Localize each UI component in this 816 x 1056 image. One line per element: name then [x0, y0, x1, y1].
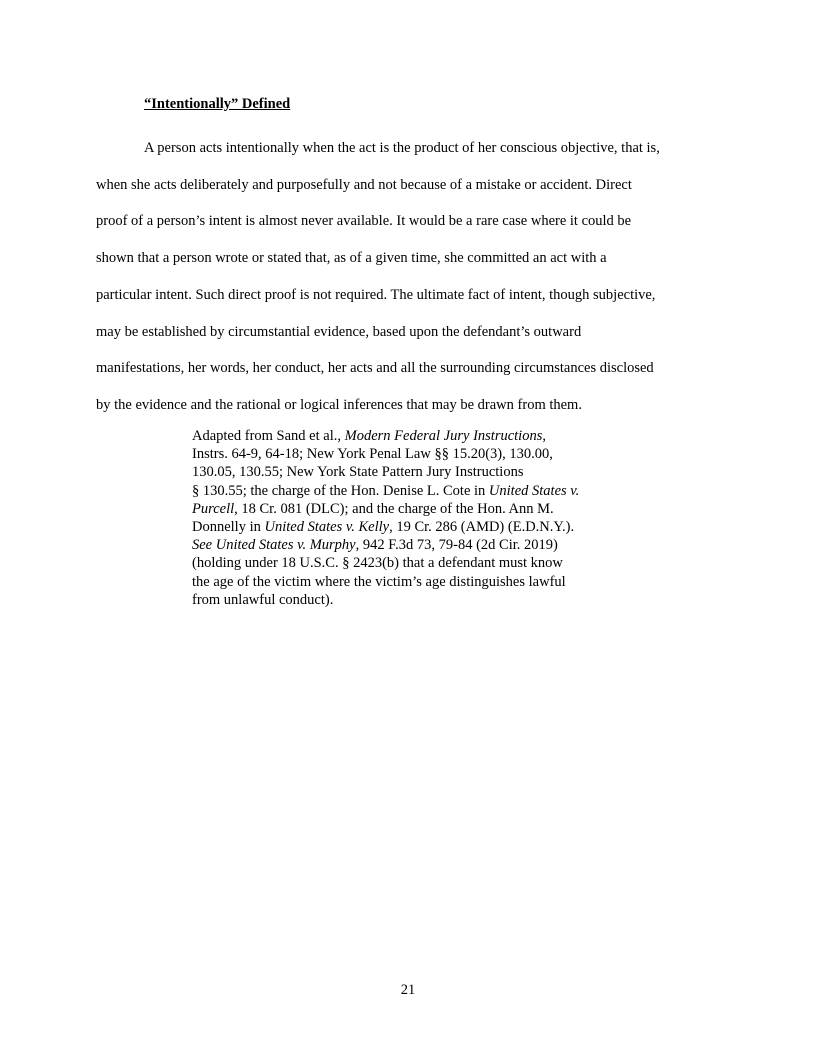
citation-text: , 19 Cr. 286 (AMD) (E.D.N.Y.). — [389, 519, 575, 536]
paragraph-line: by the evidence and the rational or logical inferences that may be drawn from them. — [96, 396, 582, 413]
citation-italic: Purcell — [192, 500, 235, 517]
paragraph-line-text: A person acts intentionally when the act is the product of her conscious objective, that is, — [144, 140, 660, 156]
page-number: 21 — [400, 982, 416, 998]
citation-line — [192, 536, 632, 554]
citation-line — [192, 482, 632, 500]
citation-italic: United States v. Kelly — [264, 519, 390, 536]
citation-italic: United States v. — [488, 482, 580, 499]
paragraph-line: proof of a person’s intent is almost never available. It would be a rare case where it could be — [96, 213, 632, 230]
citation-text: Adapted from Sand et al., — [192, 428, 345, 444]
citation-text: Donnelly in — [192, 519, 265, 536]
citation-line: (holding under 18 U.S.C. § 2423(b) that a defendant must know — [192, 555, 563, 572]
citation-line — [192, 427, 632, 445]
citation-italic: See United States v. Murphy — [192, 537, 356, 554]
citation-text: , — [542, 428, 546, 444]
citation-line: from unlawful conduct). — [192, 591, 334, 608]
paragraph-line: shown that a person wrote or stated that, as of a given time, she committed an act with a — [96, 250, 607, 267]
citation-line — [192, 518, 632, 536]
paragraph-line: manifestations, her words, her conduct, her acts and all the surrounding circumstances disclosed — [96, 360, 654, 377]
citation-line — [192, 500, 632, 518]
citation-line: 130.05, 130.55; New York State Pattern Jury Instructions — [192, 464, 524, 481]
citation-line: Instrs. 64-9, 64-18; New York Penal Law §§ 15.20(3), 130.00, — [192, 446, 553, 463]
paragraph-line: may be established by circumstantial evidence, based upon the defendant’s outward — [96, 323, 582, 340]
paragraph-line: when she acts deliberately and purposefully and not because of a mistake or accident. Direct — [96, 176, 632, 193]
paragraph-line — [96, 130, 722, 167]
paragraph-line: particular intent. Such direct proof is not required. The ultimate fact of intent, though subjective, — [96, 286, 656, 303]
citation-text: § 130.55; the charge of the Hon. Denise L. Cote in — [192, 482, 489, 499]
citation-line: the age of the victim where the victim’s age distinguishes lawful — [192, 573, 566, 590]
citation-block — [192, 427, 632, 609]
citation-text: , 18 Cr. 081 (DLC); and the charge of the Hon. Ann M. — [234, 500, 554, 517]
citation-text: , 942 F.3d 73, 79-84 (2d Cir. 2019) — [355, 537, 558, 554]
citation-italic: Modern Federal Jury Instructions — [344, 428, 543, 444]
section-heading: “Intentionally” Defined — [144, 96, 291, 112]
intent-paragraph — [96, 130, 722, 424]
